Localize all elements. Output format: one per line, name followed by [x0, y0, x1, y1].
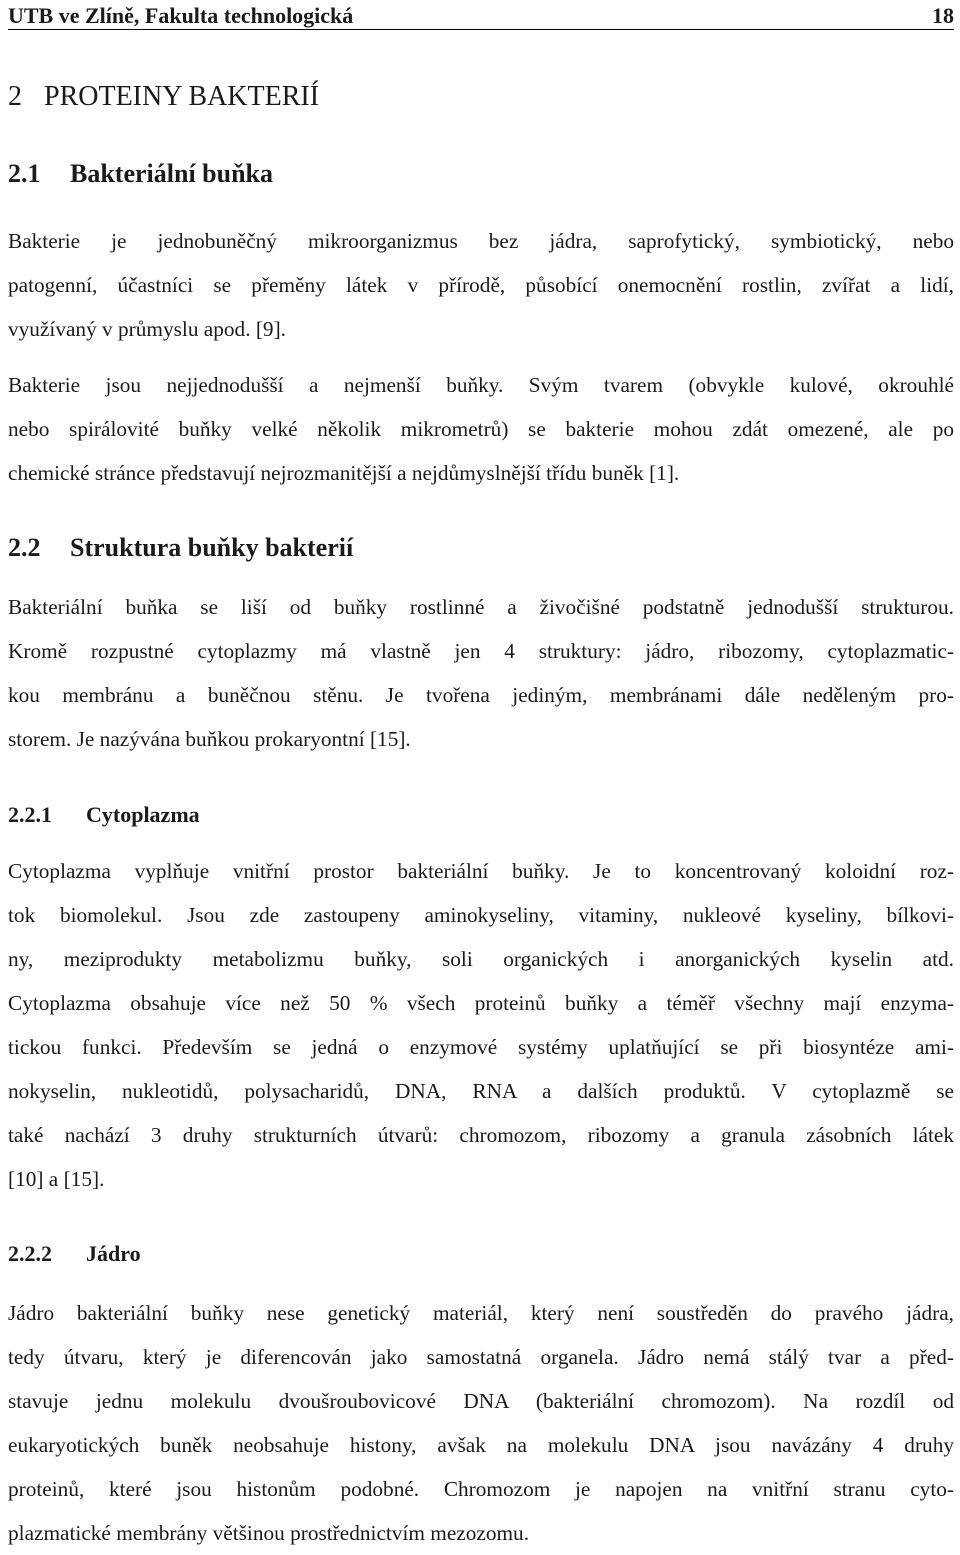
- subsection-heading-2-2-1: [8, 801, 200, 829]
- text-line: Cytoplazma obsahuje více než 50 % všech proteinů buňky a téměř všechny mají enzyma-: [8, 991, 954, 1015]
- section-title: Bakteriální buňka: [70, 159, 274, 188]
- header-institution: UTB ve Zlíně, Fakulta technologická: [8, 3, 354, 28]
- paragraph-cell-structure: [8, 585, 954, 761]
- chapter-heading: [8, 80, 319, 114]
- text-line: tickou funkci. Především se jedná o enzymové systémy uplatňující se při biosyntéze ami-: [8, 1035, 954, 1059]
- text-line: Kromě rozpustné cytoplazmy má vlastně jen 4 struktury: jádro, ribozomy, cytoplazmatic-: [8, 639, 954, 663]
- subsection-title: Jádro: [86, 1241, 141, 1266]
- paragraph-bacterie-shape: [8, 363, 954, 495]
- text-line: Bakteriální buňka se liší od buňky rostlinné a živočišné podstatně jednodušší strukturou.: [8, 595, 954, 619]
- text-line: [10] a [15].: [8, 1167, 105, 1191]
- document-page: [8, 0, 954, 1545]
- paragraph-nucleus: [8, 1291, 954, 1555]
- text-line: stavuje jednu molekulu dvoušroubovicové DNA (bakteriální chromozom). Na rozdíl od: [8, 1389, 954, 1413]
- paragraph-bacterie-definition: [8, 219, 954, 351]
- text-line: Bakterie je jednobuněčný mikroorganizmus bez jádra, saprofytický, symbiotický, nebo: [8, 229, 954, 253]
- text-line: nokyselin, nukleotidů, polysacharidů, DNA, RNA a dalších produktů. V cytoplazmě se: [8, 1079, 954, 1103]
- text-line: plazmatické membrány většinou prostřednictvím mezozomu.: [8, 1521, 530, 1545]
- page-number: 18: [932, 3, 954, 28]
- text-line: využívaný v průmyslu apod. [9].: [8, 317, 286, 341]
- text-line: nebo spirálovité buňky velké několik mikrometrů) se bakterie mohou zdát omezené, ale po: [8, 417, 954, 441]
- text-line: patogenní, účastníci se přeměny látek v přírodě, působící onemocnění rostlin, zvířat a lidí,: [8, 273, 954, 297]
- section-number: 2.2: [8, 533, 41, 562]
- paragraph-cytoplasm: [8, 849, 954, 1201]
- text-line: Cytoplazma vyplňuje vnitřní prostor bakteriální buňky. Je to koncentrovaný koloidní roz-: [8, 859, 954, 883]
- section-number: 2.1: [8, 159, 41, 188]
- text-line: eukaryotických buněk neobsahuje histony, avšak na molekulu DNA jsou navázány 4 druhy: [8, 1433, 954, 1457]
- section-title: Struktura buňky bakterií: [70, 533, 354, 562]
- section-heading-2-1: [8, 158, 273, 190]
- text-line: také nachází 3 druhy strukturních útvarů: chromozom, ribozomy a granula zásobních látek: [8, 1123, 954, 1147]
- subsection-number: 2.2.1: [8, 802, 52, 827]
- chapter-title: PROTEINY BAKTERIÍ: [44, 81, 320, 112]
- text-line: chemické stránce představují nejrozmanitější a nejdůmyslnější třídu buněk [1].: [8, 461, 680, 485]
- subsection-title: Cytoplazma: [86, 802, 200, 827]
- page-header: [8, 0, 954, 30]
- text-line: storem. Je nazývána buňkou prokaryontní [15].: [8, 727, 411, 751]
- text-line: tedy útvaru, který je diferencován jako samostatná organela. Jádro nemá stálý tvar a před-: [8, 1345, 954, 1369]
- text-line: kou membránu a buněčnou stěnu. Je tvořena jediným, membránami dále neděleným pro-: [8, 683, 954, 707]
- text-line: proteinů, které jsou histonům podobné. Chromozom je napojen na vnitřní stranu cyto-: [8, 1477, 954, 1501]
- subsection-number: 2.2.2: [8, 1241, 52, 1266]
- section-heading-2-2: [8, 532, 353, 564]
- text-line: ny, meziprodukty metabolizmu buňky, soli organických i anorganických kyselin atd.: [8, 947, 954, 971]
- subsection-heading-2-2-2: [8, 1240, 141, 1268]
- text-line: tok biomolekul. Jsou zde zastoupeny aminokyseliny, vitaminy, nukleové kyseliny, bílkovi-: [8, 903, 954, 927]
- chapter-number: 2: [8, 81, 22, 112]
- text-line: Bakterie jsou nejjednodušší a nejmenší buňky. Svým tvarem (obvykle kulové, okrouhlé: [8, 373, 954, 397]
- text-line: Jádro bakteriální buňky nese genetický materiál, který není soustředěn do pravého jádra,: [8, 1301, 954, 1325]
